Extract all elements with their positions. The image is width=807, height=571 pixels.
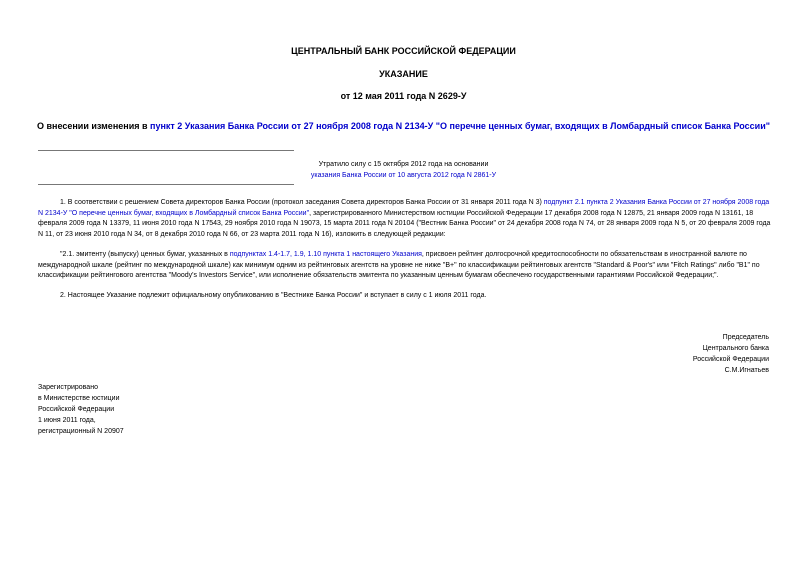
divider-bottom xyxy=(38,184,294,185)
document-date-number: от 12 мая 2011 года N 2629-У xyxy=(340,91,467,101)
paragraph-1 xyxy=(38,198,773,240)
signature-line: Председатель xyxy=(722,334,769,341)
p1-link[interactable]: подпункт 2.1 пункта 2 Указания Банка России от 27 ноября 2008 года N 2134-У "О перечне ценных бумаг, входящих в Ломбардный список Банка России" xyxy=(38,199,770,217)
signature-block xyxy=(693,332,769,376)
paragraph-3: 2. Настоящее Указание подлежит официальному опубликованию в "Вестнике Банка России" и вступает в силу с 1 июля 2011 года. xyxy=(60,292,487,299)
status-line-1: Утратило силу с 15 октября 2012 года на основании xyxy=(318,161,489,168)
p1-text-b: , зарегистрированного Министерством юстиции Российской Федерации 17 декабря 2008 года N 12875, 21 января 2009 года N 13161, 18 февраля 2009 года N 13379, 11 июня 2010 года N 17543, 29 ноября 2010 года N 19073, 15 марта 2011 года N 20104 ("Вестник Банка России" от 24 декабря 2008 года N 74, от 28 января 2009 года N 5, от 20 февраля 2009 года N 11, от 23 июня 2010 года N 34, от 8 декабря 2010 года N 66, от 23 марта 2011 года N 16), изложить в следующей редакции: xyxy=(38,209,771,238)
status-link[interactable]: указания Банка России от 10 августа 2012 года N 2861-У xyxy=(310,171,497,179)
registration-block xyxy=(38,382,124,437)
registration-line: 1 июня 2011 года, xyxy=(38,417,96,424)
title-link[interactable]: пункт 2 Указания Банка России от 27 ноября 2008 года N 2134-У "О перечне ценных бумаг, входящих в Ломбардный список Банка России" xyxy=(150,121,770,131)
p1-text-a: 1. В соответствии с решением Совета директоров Банка России (протокол заседания Совета директоров Банка России от 31 января 2011 года N 3) xyxy=(60,199,544,206)
registration-line: Зарегистрировано xyxy=(38,384,98,391)
document-type: УКАЗАНИЕ xyxy=(379,69,428,79)
status-note xyxy=(0,160,807,181)
p2-text-a: "2.1. эмитенту (выпуску) ценных бумаг, указанных в xyxy=(60,251,230,258)
registration-line: регистрационный N 20907 xyxy=(38,428,124,435)
signature-line: С.М.Игнатьев xyxy=(724,367,769,374)
p2-link[interactable]: подпунктах 1.4-1.7, 1.9, 1.10 пункта 1 настоящего Указания xyxy=(229,251,422,258)
signature-line: Центрального банка xyxy=(702,345,769,352)
bank-name: ЦЕНТРАЛЬНЫЙ БАНК РОССИЙСКОЙ ФЕДЕРАЦИИ xyxy=(291,46,516,56)
p2-text-b: , присвоен рейтинг долгосрочной кредитоспособности по обязательствам в иностранной валюте по международной шкале (рейтинг по международной шкале) как минимум одним из рейтинговых агентств на уровне не ниже "B+" по классификации рейтинговых агентств "Standard & Poor's" или "Fitch Ratings" либо "B1" по классификации рейтингового агентства "Moody's Investors Service", или исполнение обязательств эмитента по указанным ценным бумагам обеспечено государственными гарантиями Российской Федерации;". xyxy=(38,251,760,279)
title-prefix: О внесении изменения в xyxy=(37,121,151,131)
document-title xyxy=(0,121,807,131)
paragraph-2 xyxy=(38,250,773,282)
signature-line: Российской Федерации xyxy=(692,356,769,363)
registration-line: в Министерстве юстиции xyxy=(38,395,120,402)
divider-top xyxy=(38,150,294,151)
registration-line: Российской Федерации xyxy=(38,406,115,413)
